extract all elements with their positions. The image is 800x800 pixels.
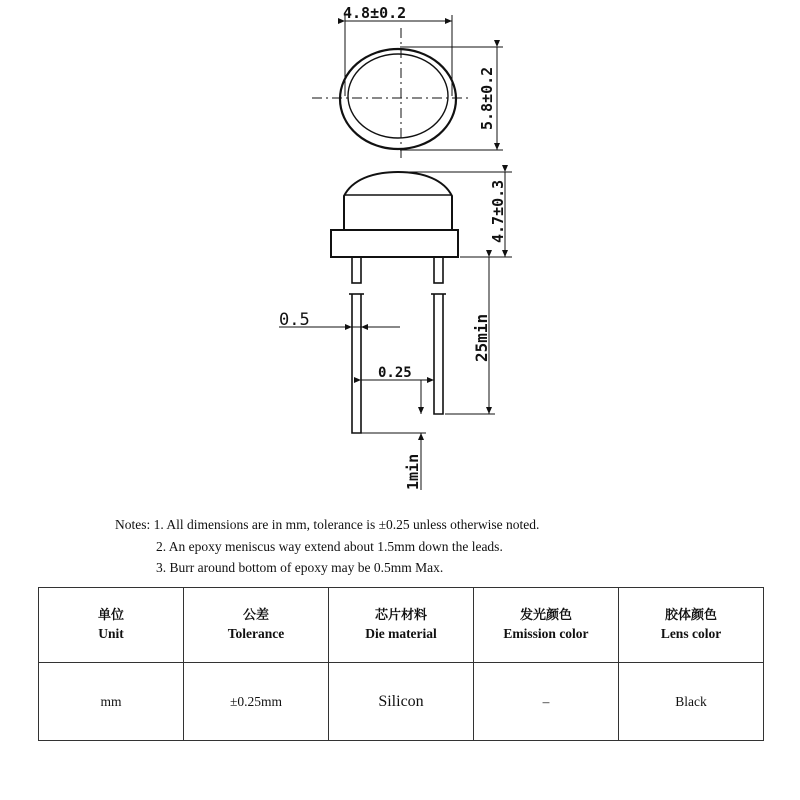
side-view [331,172,458,433]
lens-flange [331,230,458,257]
lens-inner-outline [348,54,448,138]
dim-top-width-label: 4.8±0.2 [343,4,407,22]
cell-unit: mm [39,663,184,741]
note-line-1: Notes: 1. All dimensions are in mm, tolerance is ±0.25 unless otherwise noted. [115,517,540,532]
cell-emission-color: – [474,663,619,741]
lens-dome [344,172,452,230]
lead-left-upper [352,257,361,283]
header-die-material: 芯片材料 Die material [329,588,474,663]
header-emission-color: 发光颜色 Emission color [474,588,619,663]
header-tolerance: 公差 Tolerance [184,588,329,663]
cell-tolerance: ±0.25mm [184,663,329,741]
dim-lead-extension-label: 1min [404,453,422,490]
notes [115,514,539,579]
dim-lens-height-label: 4.7±0.3 [489,179,507,243]
lead-right-upper [434,257,443,283]
cell-lens-color: Black [619,663,764,741]
table-row [39,663,764,741]
note-line-2: 2. An epoxy meniscus way extend about 1.5mm down the leads. [156,538,503,554]
dim-lead-spacing-label: 0.25 [378,365,412,381]
top-view [312,15,503,160]
header-lens-color: 胶体颜色 Lens color [619,588,764,663]
dim-right-height-label: 5.8±0.2 [478,66,496,130]
dim-lead-width-label: 0.5 [279,310,310,330]
lead-left-lower [352,294,361,433]
note-line-3: 3. Burr around bottom of epoxy may be 0.5mm Max. [156,560,444,575]
spec-table [38,587,764,741]
cell-die-material: Silicon [329,663,474,741]
lens-outer-outline [340,49,456,149]
header-unit: 单位 Unit [39,588,184,663]
table-header-row [39,588,764,663]
dim-lead-length-label: 25min [472,313,491,362]
lead-right-lower [434,294,443,414]
